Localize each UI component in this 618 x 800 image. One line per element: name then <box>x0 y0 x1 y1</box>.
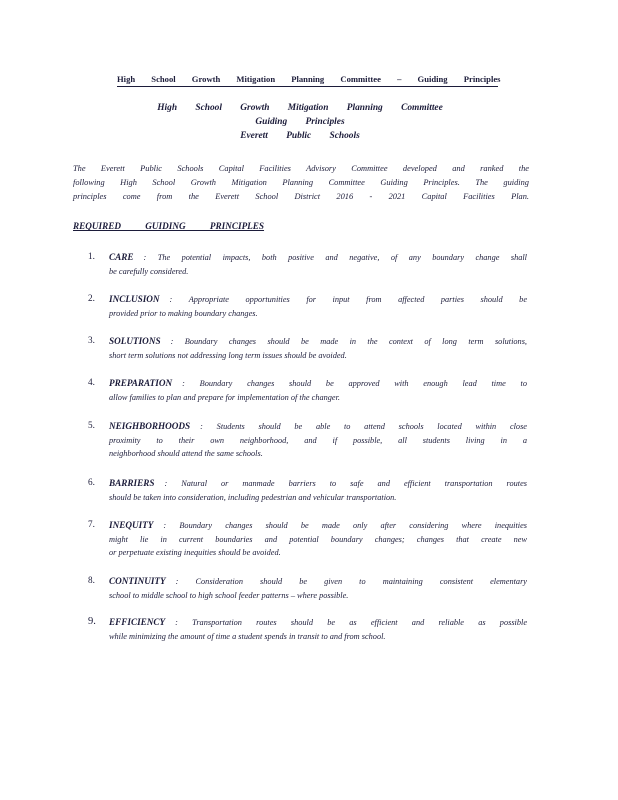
item-text: : Boundary changes should be approved with enough lead time to <box>182 379 527 388</box>
title-line-3: Everett Public Schools <box>240 131 360 141</box>
item-text: should be taken into consideration, including pedestrian and vehicular transportation. <box>109 492 397 502</box>
item-label: SOLUTIONS <box>109 336 161 346</box>
item-text: : Consideration should be given to maintaining consistent elementary <box>175 577 527 586</box>
item-text: school to middle school to high school feeder patterns – where possible. <box>109 590 349 600</box>
item-text: : Boundary changes should be made in the context of long term solutions, <box>170 337 527 346</box>
item-text: : Boundary changes should be made only after considering where inequities <box>163 521 527 530</box>
item-text: while minimizing the amount of time a student spends in transit to and from school. <box>109 631 386 641</box>
item-number: 9. <box>88 616 96 627</box>
title-line-1: High School Growth Mitigation Planning Committee <box>157 103 443 113</box>
running-header: High School Growth Mitigation Planning Committee – Guiding Principles <box>117 74 498 87</box>
section-heading: REQUIRED GUIDING PRINCIPLES <box>73 221 265 231</box>
item-text: provided prior to making boundary changes. <box>109 308 258 318</box>
document-title <box>150 101 450 143</box>
item-number: 6. <box>88 477 95 487</box>
item-label: INEQUITY <box>109 520 154 530</box>
item-label: CARE <box>109 252 134 262</box>
item-text: neighborhood should attend the same schools. <box>109 449 263 458</box>
item-number: 7. <box>88 519 95 529</box>
item-text: might lie in current boundaries and potential boundary changes; changes that create new <box>109 534 527 544</box>
intro-line-1: The Everett Public Schools Capital Facilities Advisory Committee developed and ranked the <box>73 164 529 173</box>
item-number: 2. <box>88 293 95 303</box>
item-label: INCLUSION <box>109 294 160 304</box>
item-label: PREPARATION <box>109 378 173 388</box>
item-text: : Appropriate opportunities for input from affected parties should be <box>169 295 527 304</box>
item-number: 1. <box>88 251 95 261</box>
item-label: CONTINUITY <box>109 576 166 586</box>
item-label: BARRIERS <box>109 478 155 488</box>
item-text: proximity to their own neighborhood, and if possible, all students living in a <box>109 435 527 445</box>
item-number: 5. <box>88 420 95 430</box>
item-number: 3. <box>88 335 95 345</box>
item-text: : Students should be able to attend schools located within close <box>200 422 527 431</box>
item-text: allow families to plan and prepare for implementation of the changer. <box>109 392 340 402</box>
item-number: 4. <box>88 377 95 387</box>
item-label: EFFICIENCY <box>109 617 166 627</box>
intro-line-2: following High School Growth Mitigation Planning Committee Guiding Principles. The guiding <box>73 178 529 187</box>
item-text: or perpetuate existing inequities should be avoided. <box>109 548 281 557</box>
item-text: short term solutions not addressing long term issues should be avoided. <box>109 350 347 360</box>
title-line-2: Guiding Principles <box>255 117 345 127</box>
item-number: 8. <box>88 575 95 585</box>
item-text: : Transportation routes should be as efficient and reliable as possible <box>175 618 527 627</box>
item-text: : Natural or manmade barriers to safe and efficient transportation routes <box>164 479 527 488</box>
item-text: be carefully considered. <box>109 266 189 276</box>
item-label: NEIGHBORHOODS <box>109 421 191 431</box>
item-text: : The potential impacts, both positive and negative, of any boundary change shall <box>143 253 527 262</box>
intro-paragraph <box>73 162 529 204</box>
intro-line-3: principles come from the Everett School District 2016 - 2021 Capital Facilities Plan. <box>73 192 529 201</box>
